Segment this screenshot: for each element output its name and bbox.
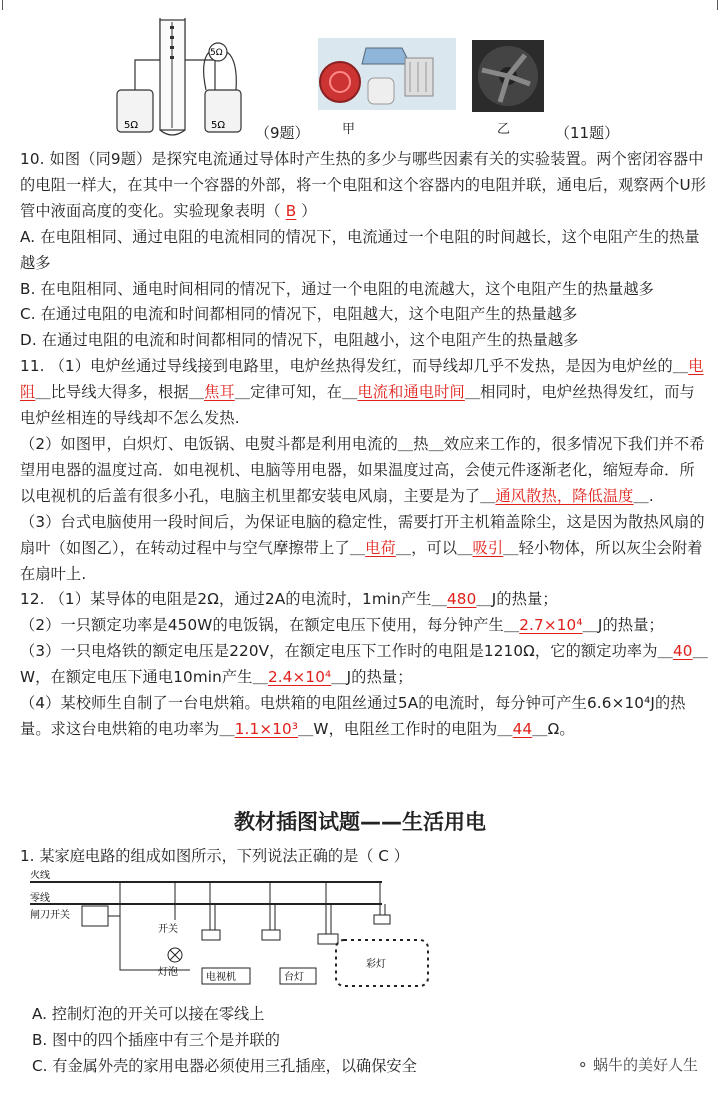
fan-photo bbox=[472, 40, 544, 112]
answer-text: 焦耳 bbox=[204, 383, 235, 402]
q10-option-d: D. 在通过电阻的电流和时间都相同的情况下，电阻越小，这个电阻产生的热量越多 bbox=[20, 331, 579, 350]
q12-part3: （3）一只电烙铁的额定电压是220V，在额定电压下工作时的电阻是1210Ω，它的额定功率为＿40＿W，在额定电压下通电10min产生＿2.4×10⁴＿J的热量； bbox=[20, 642, 708, 687]
q10-stem: 10. 如图（同9题）是探究电流通过导体时产生热的多少与哪些因素有关的实验装置。两个密闭容器中的电阻一样大，在其中一个容器的外部，将一个电阻和这个容器内的电阻并联，通电后，观察两个U形管中液面高度的变化。实验现象表明（ B ） bbox=[20, 150, 707, 220]
figure-yi-caption: 乙 bbox=[497, 122, 511, 137]
q12-part1: 12. （1）某导体的电阻是2Ω，通过2A的电流时，1min产生＿480＿J的热量； bbox=[20, 590, 558, 609]
q10-option-c: C. 在通过电阻的电流和时间都相同的情况下，电阻越大，这个电阻产生的热量越多 bbox=[20, 305, 578, 324]
switch-label: 开关 bbox=[158, 924, 178, 935]
question-text bbox=[20, 147, 710, 743]
figure-9-caption: （9题） bbox=[255, 124, 310, 142]
figure-11-caption: （11题） bbox=[555, 124, 620, 142]
q12-part4: （4）某校师生自制了一台电烘箱。电烘箱的电阻丝通过5A的电流时，每分钟可产生6.6×10⁴J的热量。求这台电烘箱的电功率为＿1.1×10³＿W，电阻丝工作时的电阻为＿44＿Ω。 bbox=[20, 694, 686, 738]
answer-text: 1.1×10³ bbox=[234, 719, 299, 738]
answer-text: 44 bbox=[512, 719, 533, 738]
neutral-wire-label: 零线 bbox=[30, 893, 50, 904]
string-light-label: 彩灯 bbox=[366, 959, 386, 970]
knife-switch-label: 闸刀开关 bbox=[30, 910, 70, 921]
resistor-right-label: 5Ω bbox=[211, 120, 226, 131]
top-figures bbox=[0, 0, 720, 145]
q11-part3: （3）台式电脑使用一段时间后，为保证电脑的稳定性，需要打开主机箱盖除尘，这是因为散热风扇的扇叶（如图乙），在转动过程中与空气摩擦带上了＿电荷＿，可以＿吸引＿轻小物体，所以灰尘会附着在扇叶上. bbox=[20, 512, 705, 583]
q11-part2: （2）如图甲，白炽灯、电饭锅、电熨斗都是利用电流的＿热＿效应来工作的，很多情况下我们并不希望用电器的温度过高．如电视机、电脑等用电器，如果温度过高，会使元件逐渐老化，缩短寿命．所以电视机的后盖有很多小孔，电脑主机里都安装电风扇，主要是为了＿通风散热，降低温度＿. bbox=[20, 434, 705, 505]
q11-part1: 11. （1）电炉丝通过导线接到电路里，电炉丝热得发红，而导线却几乎不发热，是因为电炉丝的＿电阻＿比导线大得多，根据＿焦耳＿定律可知，在＿电流和通电时间＿相同时，电炉丝热得发红，而与电炉丝相连的导线却不怎么发热. bbox=[20, 357, 704, 428]
answer-text: 电阻 bbox=[20, 357, 704, 402]
household-circuit-diagram bbox=[30, 870, 450, 1000]
q10-option-b: B. 在电阻相同、通电时间相同的情况下，通过一个电阻的电流越大，这个电阻产生的热量越多 bbox=[20, 279, 655, 298]
q12-part2: （2）一只额定功率是450W的电饭锅，在额定电压下使用，每分钟产生＿2.7×10⁴＿J的热量； bbox=[20, 616, 664, 635]
lamp-label: 台灯 bbox=[284, 972, 304, 983]
section-title: 教材插图试题——生活用电 bbox=[234, 810, 486, 834]
answer-text: 吸引 bbox=[472, 538, 504, 557]
q1-options bbox=[32, 1001, 417, 1079]
answer-text: 2.7×10⁴ bbox=[519, 616, 583, 635]
q1-option-b: B. 图中的四个插座中有三个是并联的 bbox=[32, 1031, 280, 1049]
answer-text: 通风散热，降低温度 bbox=[495, 486, 634, 505]
q1-option-c: C. 有金属外壳的家用电器必须使用三孔插座，以确保安全 bbox=[32, 1057, 417, 1075]
bulb-label: 灯泡 bbox=[158, 967, 178, 978]
u-tube-apparatus bbox=[117, 18, 241, 135]
appliances-photo bbox=[318, 38, 456, 110]
figure-jia-caption: 甲 bbox=[342, 122, 356, 137]
q10-answer: B bbox=[285, 201, 297, 220]
resistor-top-label: 5Ω bbox=[210, 48, 223, 58]
q1-option-a: A. 控制灯泡的开关可以接在零线上 bbox=[32, 1005, 265, 1023]
watermark-text: 蜗牛的美好人生 bbox=[592, 1056, 698, 1074]
q1-answer: C bbox=[378, 847, 389, 865]
answer-text: 电流和通电时间 bbox=[357, 383, 465, 402]
tv-label: 电视机 bbox=[206, 972, 236, 983]
live-wire-label: 火线 bbox=[30, 870, 50, 881]
answer-text: 2.4×10⁴ bbox=[267, 668, 332, 687]
answer-text: 480 bbox=[446, 590, 477, 609]
wechat-icon: ⚬ bbox=[576, 1055, 589, 1074]
answer-text: 40 bbox=[672, 642, 693, 661]
knife-switch bbox=[82, 906, 108, 926]
resistor-left-label: 5Ω bbox=[124, 120, 139, 131]
watermark bbox=[576, 1054, 698, 1075]
answer-text: 电荷 bbox=[365, 538, 396, 557]
q10-option-a: A. 在电阻相同、通过电阻的电流相同的情况下，电流通过一个电阻的时间越长，这个电阻产生的热量越多 bbox=[20, 227, 700, 272]
q1-stem: 1. 某家庭电路的组成如图所示，下列说法正确的是（ C ） bbox=[20, 847, 409, 865]
